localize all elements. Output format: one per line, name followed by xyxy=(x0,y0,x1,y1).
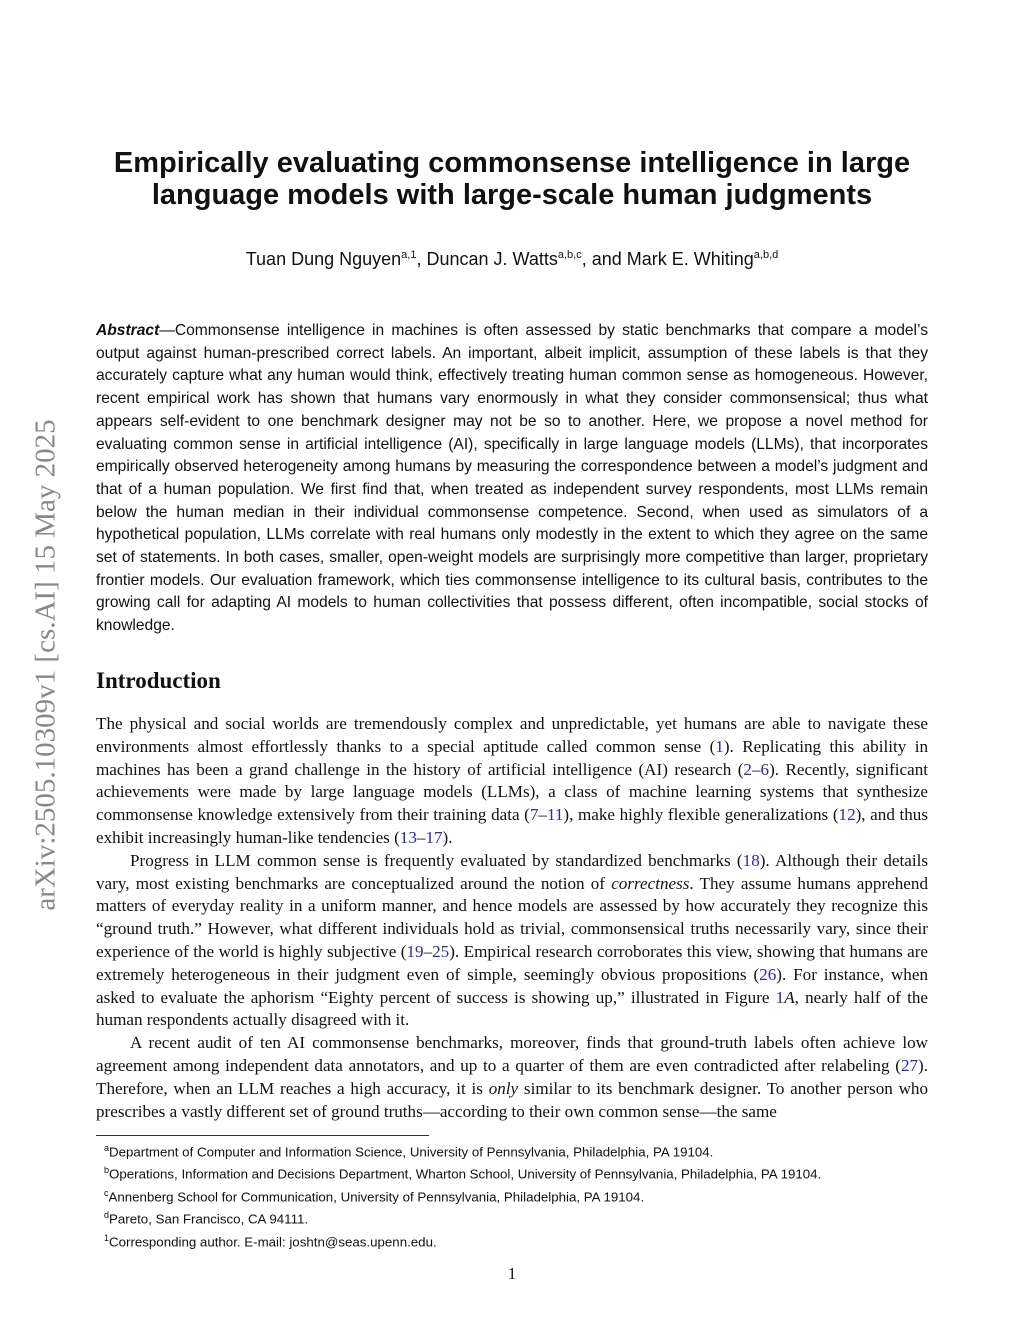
author-name: Tuan Dung Nguyen xyxy=(245,249,402,269)
footnote-mark: 1 xyxy=(104,1232,110,1243)
author-list xyxy=(0,249,1024,270)
paragraph xyxy=(96,850,928,1032)
citation-link[interactable]: 11 xyxy=(546,805,564,825)
text-run: similar to its benchmark designer. To another person who prescribes a vastly different set of ground truths—according to their own common sense—the same xyxy=(96,1078,929,1121)
footnote-text: Corresponding author. E-mail: joshtn@seas.upenn.edu. xyxy=(109,1234,437,1250)
citation-link[interactable]: 26 xyxy=(759,964,777,984)
citation-link[interactable]: 1 xyxy=(775,987,785,1007)
footnote-mark: a xyxy=(104,1143,110,1153)
paper-title: Empirically evaluating commonsense intelligence in large language models with large-scale human judgments xyxy=(113,147,911,211)
text-run: – xyxy=(423,941,433,961)
footnote-mark: b xyxy=(104,1165,110,1176)
text-run: ). Empirical research corroborates this view, showing that humans are extremely heterogeneous in their judgment even of simple, seemingly obvious propositions ( xyxy=(96,941,928,984)
text-run: ). Replicating this ability in machines has been a grand challenge in the history of artificial intelligence (AI) research ( xyxy=(96,736,928,779)
footnote xyxy=(104,1229,821,1251)
arxiv-stamp: arXiv:2505.10309v1 [cs.AI] 15 May 2025 xyxy=(29,419,62,911)
footnote xyxy=(104,1139,821,1161)
text-run: ). Recently, significant achievements were made by large language models (LLMs), a class of machine learning systems that synthesize commonsense knowledge extensively from their training data ( xyxy=(96,759,928,825)
emphasis: only xyxy=(488,1078,519,1098)
footnote xyxy=(104,1184,821,1206)
citation-link[interactable]: 13 xyxy=(399,827,417,847)
footnote-rule xyxy=(96,1135,429,1136)
text-run: ). Although their details vary, most existing benchmarks are conceptualized around the notion of xyxy=(96,850,928,893)
footnote xyxy=(104,1206,821,1228)
footnote-text: Operations, Information and Decisions Department, Wharton School, University of Pennsylvania, Philadelphia, PA 19104. xyxy=(109,1166,822,1182)
citation-link[interactable]: 2 xyxy=(743,759,752,779)
author-affiliation-marks: a,b,c xyxy=(557,249,582,261)
author-name: Duncan J. Watts xyxy=(426,249,558,269)
citation-link[interactable]: 7 xyxy=(529,805,539,825)
text-run: ), and thus exhibit increasingly human-like tendencies ( xyxy=(96,805,928,847)
footnote-text: Pareto, San Francisco, CA 94111. xyxy=(109,1211,309,1227)
emphasis: A xyxy=(784,987,795,1007)
section-heading: Introduction xyxy=(96,668,221,693)
author-name: Mark E. Whiting xyxy=(626,249,754,269)
text-run: . They assume humans apprehend matters of everyday reality in a uniform manner, and hence models are assessed by how accurately they recognize this “ground truth.” However, what different individuals hold as trivial, commonsensical truths necessarily vary, since their experience of the world is highly subjective ( xyxy=(96,873,928,961)
citation-link[interactable]: 18 xyxy=(742,850,760,870)
page-number: 1 xyxy=(507,1264,517,1283)
text-run: , nearly half of the human respondents actually disagreed with it. xyxy=(96,987,928,1030)
footnotes xyxy=(104,1139,821,1251)
text-run: The physical and social worlds are tremendously complex and unpredictable, yet humans are able to navigate these environments almost effortlessly thanks to a special aptitude called common sense ( xyxy=(96,714,928,756)
text-run: A recent audit of ten AI commonsense benchmarks, moreover, finds that ground-truth labels often achieve low agreement among independent data annotators, and up to a quarter of them are even contradicted after relabeling ( xyxy=(96,1033,928,1075)
text-run: Progress in LLM common sense is frequently evaluated by standardized benchmarks ( xyxy=(130,850,743,870)
text-run: ). For instance, when asked to evaluate the aphorism “Eighty percent of success is showing up,” illustrated in Figure xyxy=(96,964,928,1007)
text-run: ). Therefore, when an LLM reaches a high accuracy, it is xyxy=(96,1055,928,1098)
text-run: – xyxy=(751,759,761,779)
footnote-mark: d xyxy=(104,1210,110,1221)
citation-link[interactable]: 19 xyxy=(406,941,424,961)
citation-link[interactable]: 12 xyxy=(838,805,856,825)
footnote-text: Department of Computer and Information Science, University of Pennsylvania, Philadelphia, PA 19104. xyxy=(109,1144,714,1160)
footnote-mark: c xyxy=(104,1187,109,1198)
abstract-text: —Commonsense intelligence in machines is often assessed by static benchmarks that compare a model’s output against human-prescribed correct labels. An important, albeit implicit, assumption of these labels is that they accurately capture what any human would think, effectively treating human common sense as homogeneous. However, recent empirical work has shown that humans vary enormously in what they consider commonsensical; thus what appears self-evident to one benchmark designer may not be so to another. Here, we propose a novel method for evaluating common sense in artificial intelligence (AI), specifically in large language models (LLMs), that incorporates empirically observed heterogeneity among humans by measuring the correspondence between a model’s judgment and that of a human population. We first find that, when treated as independent survey respondents, most LLMs remain below the human median in their individual commonsense competence. Second, when used as simulators of a hypothetical population, LLMs correlate with real humans only modestly in the extent to which they agree on the same set of statements. In both cases, smaller, open-weight models are surprisingly more competitive than larger, proprietary frontier models. Our evaluation framework, which ties commonsense intelligence to its cultural basis, contributes to the growing call for adapting AI models to human collectivities that possess different, often incompatible, social stocks of knowledge. xyxy=(96,322,928,635)
text-run: – xyxy=(416,827,426,847)
footnote-text: Annenberg School for Communication, University of Pennsylvania, Philadelphia, PA 19104. xyxy=(108,1189,645,1205)
body-text xyxy=(96,713,928,1123)
abstract-label: Abstract xyxy=(96,322,160,339)
author-affiliation-marks: a,b,d xyxy=(753,249,779,261)
paragraph xyxy=(96,713,928,850)
text-run: – xyxy=(538,805,547,825)
author-affiliation-marks: a,1 xyxy=(401,249,417,261)
citation-link[interactable]: 6 xyxy=(760,759,770,779)
author-separator: , xyxy=(416,249,427,269)
text-run: ). xyxy=(442,827,453,847)
footnote xyxy=(104,1161,821,1183)
citation-link[interactable]: 27 xyxy=(900,1055,919,1075)
author-separator: , and xyxy=(581,249,627,269)
emphasis: correctness xyxy=(611,873,690,893)
paragraph xyxy=(96,1032,928,1123)
abstract xyxy=(96,320,928,638)
citation-link[interactable]: 1 xyxy=(715,736,724,756)
citation-link[interactable]: 25 xyxy=(432,941,450,961)
text-run: ), make highly flexible generalizations ( xyxy=(563,805,839,825)
citation-link[interactable]: 17 xyxy=(425,827,443,847)
